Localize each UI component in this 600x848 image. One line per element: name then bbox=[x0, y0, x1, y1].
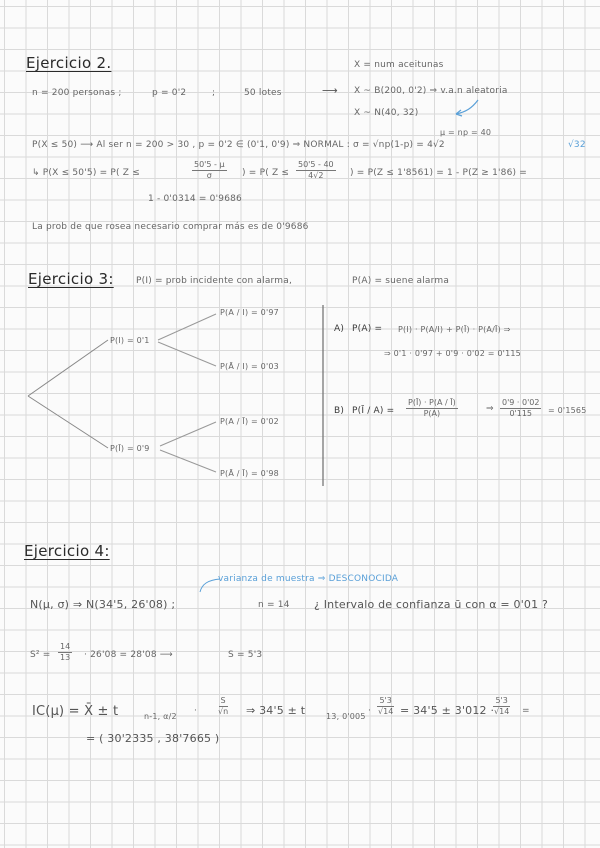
ej3-part-b-result: = 0'1565 bbox=[548, 406, 587, 415]
ej4-s2-calc: · 26'08 = 28'08 ⟶ bbox=[84, 650, 173, 660]
ej2-prob-end: ) = P(Z ≤ 1'8561) = 1 - P(Z ≥ 1'86) = bbox=[350, 168, 528, 178]
ej3-def-incident: P(I) = prob incidente con alarma, bbox=[136, 276, 293, 286]
fraction-denominator: 4√2 bbox=[308, 171, 324, 180]
tree-node-pni: P(Ī) = 0'9 bbox=[110, 444, 150, 453]
fraction-numerator: S bbox=[220, 696, 226, 705]
ej2-mu: μ = np = 40 bbox=[440, 128, 492, 137]
ej2-arrow-icon: ⟶ bbox=[322, 84, 338, 97]
ej2-fraction-2 bbox=[296, 160, 336, 181]
ej3-part-b-label: B) bbox=[334, 406, 345, 416]
ej4-distribution: N(μ, σ) ⇒ N(34'5, 26'08) ; bbox=[30, 598, 176, 611]
tree-node-pnai: P(Ā / I) = 0'03 bbox=[220, 362, 279, 371]
ejercicio-4-heading: Ejercicio 4: bbox=[24, 542, 110, 560]
ej2-separator: ; bbox=[212, 88, 216, 98]
ej2-normal: X ~ N(40, 32) bbox=[354, 108, 419, 118]
ej3-part-a-expr: P(I) · P(A/I) + P(Ī) · P(A/Ī) ⇒ bbox=[398, 325, 511, 334]
ej3-part-b-fraction bbox=[406, 398, 458, 419]
ej4-ic-fraction bbox=[216, 696, 230, 717]
ej4-ic-t-value: = 34'5 ± 3'012 · bbox=[400, 704, 495, 717]
fraction-numerator: 0'9 · 0'02 bbox=[502, 398, 540, 407]
ej2-fraction-1 bbox=[192, 160, 227, 181]
fraction-denominator: P(A) bbox=[423, 409, 441, 418]
fraction-denominator: √14 bbox=[494, 707, 510, 716]
ej4-ic-subscript-2: 13, 0'005 bbox=[326, 712, 366, 721]
fraction-denominator: 13 bbox=[60, 653, 71, 662]
ej3-part-b-lhs: P(Ī / A) = bbox=[352, 406, 395, 416]
tree-node-pai: P(A / I) = 0'97 bbox=[220, 308, 279, 317]
ej4-ic-result: = ( 30'2335 , 38'7665 ) bbox=[86, 732, 220, 745]
ej4-ic-equals: = bbox=[522, 706, 530, 716]
ej3-part-b-fraction-2 bbox=[500, 398, 541, 419]
ej2-prob-mid: ) = P( Z ≤ bbox=[242, 168, 290, 178]
fraction-numerator: 50'5 - μ bbox=[194, 160, 225, 169]
ej2-normal-approx: P(X ≤ 50) ⟶ Al ser n = 200 > 30 , p = 0'2 ∈ (0'1, 0'9) ⇒ NORMAL : σ = √np(1-p) = 4√2 bbox=[32, 140, 445, 150]
fraction-denominator: σ bbox=[206, 171, 212, 180]
ej4-ic-dot-2: · bbox=[368, 706, 372, 716]
ej4-s2-lhs: S² = bbox=[30, 650, 51, 660]
ej2-binomial: X ~ B(200, 0'2) ⇒ v.a.n aleatoria bbox=[354, 86, 508, 96]
ej3-def-alarm: P(A) = suene alarma bbox=[352, 276, 450, 286]
ej4-ic-lhs: IC(μ) = X̄ ± t bbox=[32, 704, 119, 719]
ej2-conclusion: La prob de que rosea necesario comprar más es de 0'9686 bbox=[32, 222, 309, 232]
ej4-s2-fraction bbox=[58, 642, 72, 663]
ej4-ic-fraction-3 bbox=[492, 696, 511, 717]
fraction-numerator: 5'3 bbox=[495, 696, 508, 705]
ej3-part-a-result: ⇒ 0'1 · 0'97 + 0'9 · 0'02 = 0'115 bbox=[384, 349, 521, 358]
ej2-x-definition: X = num aceitunas bbox=[354, 60, 444, 70]
ej4-ic-substitution: ⇒ 34'5 ± t bbox=[246, 704, 306, 717]
fraction-numerator: P(Ī) · P(A / Ī) bbox=[408, 398, 456, 407]
ej4-n-value: n = 14 bbox=[258, 600, 290, 610]
ej2-prob-start: ↳ P(X ≤ 50'5) = P( Z ≤ bbox=[32, 168, 140, 178]
ej2-sqrt32: √32 bbox=[568, 140, 586, 150]
ej4-ic-fraction-2 bbox=[376, 696, 395, 717]
tree-node-pnani: P(Ā / Ī) = 0'98 bbox=[220, 469, 279, 478]
fraction-numerator: 14 bbox=[60, 642, 71, 651]
ej2-lotes: 50 lotes bbox=[244, 88, 282, 98]
ej2-result: 1 - 0'0314 = 0'9686 bbox=[148, 194, 242, 204]
ej4-s-value: S = 5'3 bbox=[228, 650, 263, 660]
tree-node-pani: P(A / Ī) = 0'02 bbox=[220, 417, 279, 426]
fraction-numerator: 50'5 - 40 bbox=[298, 160, 334, 169]
fraction-denominator: √14 bbox=[378, 707, 394, 716]
ej4-ic-subscript: n-1, α/2 bbox=[144, 712, 177, 721]
fraction-denominator: 0'115 bbox=[509, 409, 533, 418]
ej2-n-personas: n = 200 personas ; bbox=[32, 88, 122, 98]
ejercicio-3-heading: Ejercicio 3: bbox=[28, 270, 114, 288]
ej4-ic-dot: · bbox=[194, 706, 198, 716]
ej4-note-desconocida: varianza de muestra ⇒ DESCONOCIDA bbox=[218, 574, 399, 584]
ej3-part-b-arrow: ⇒ bbox=[486, 404, 494, 414]
tree-node-pi: P(I) = 0'1 bbox=[110, 336, 150, 345]
fraction-denominator: √n bbox=[218, 707, 229, 716]
ej3-part-a-label: A) bbox=[334, 324, 345, 334]
fraction-numerator: 5'3 bbox=[379, 696, 392, 705]
ej2-p-value: p = 0'2 bbox=[152, 88, 187, 98]
ej3-part-a-lhs: P(A) = bbox=[352, 324, 383, 334]
ej4-question: ¿ Intervalo de confianza ū con α = 0'01 ? bbox=[314, 598, 549, 611]
ejercicio-2-heading: Ejercicio 2. bbox=[26, 54, 112, 72]
